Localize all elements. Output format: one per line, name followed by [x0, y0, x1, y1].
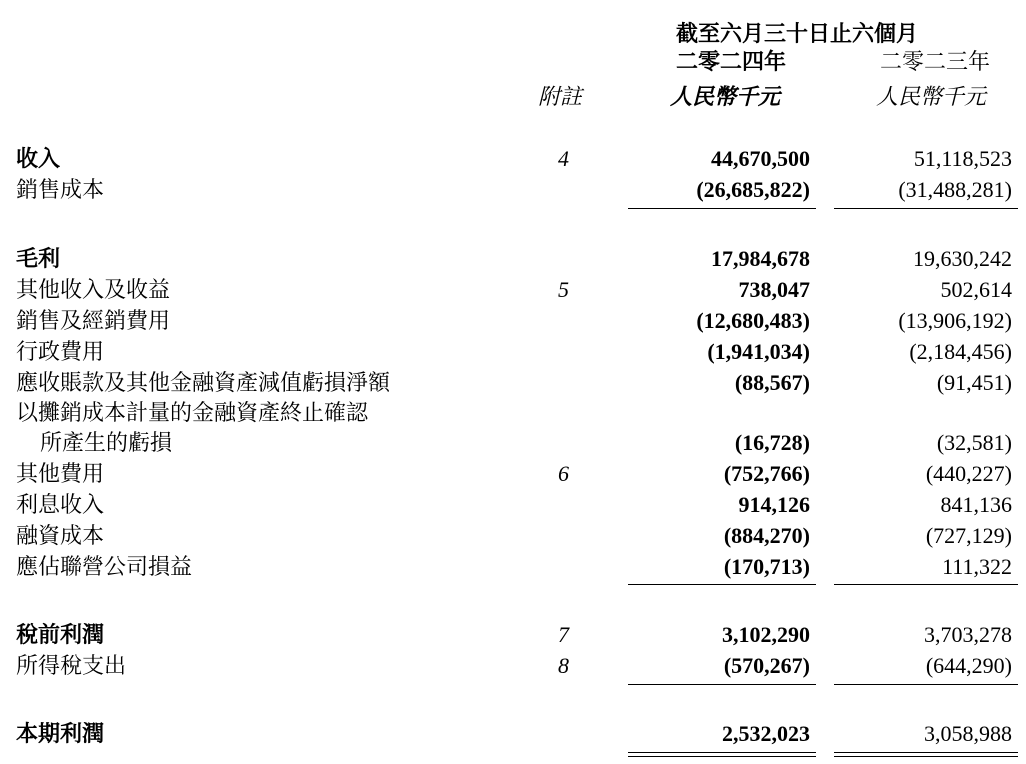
- row-current-derecognition-loss: (16,728): [734, 430, 810, 455]
- subtotal-rule-prior: [834, 584, 1018, 585]
- row-prior-other-income: 502,614: [940, 277, 1012, 302]
- row-label-impairment-losses: 應收賬款及其他金融資產減值虧損淨額: [16, 370, 391, 395]
- row-label-interest-income: 利息收入: [16, 492, 105, 517]
- total-rule-prior-2: [834, 756, 1018, 757]
- subtotal-rule-prior: [834, 684, 1018, 685]
- row-label-other-expenses: 其他費用: [16, 461, 105, 486]
- row-label-derecognition-loss: 以攤銷成本計量的金融資產終止確認: [16, 400, 369, 425]
- row-label-profit-for-period: 本期利潤: [16, 721, 105, 746]
- row-note-income-tax: 8: [558, 653, 569, 678]
- row-prior-income-tax: (644,290): [925, 653, 1012, 678]
- row-current-impairment-losses: (88,567): [734, 370, 810, 395]
- row-current-selling-expenses: (12,680,483): [696, 308, 810, 333]
- row-label-finance-costs: 融資成本: [16, 523, 105, 548]
- row-current-profit-for-period: 2,532,023: [722, 721, 810, 746]
- unit-current-heading: 人民幣千元: [670, 84, 781, 109]
- total-rule-prior-1: [834, 752, 1018, 753]
- row-current-admin-expenses: (1,941,034): [707, 339, 810, 364]
- row-current-interest-income: 914,126: [738, 492, 810, 517]
- row-prior-impairment-losses: (91,451): [936, 370, 1012, 395]
- subtotal-rule-prior: [834, 208, 1018, 209]
- row-label-admin-expenses: 行政費用: [16, 339, 105, 364]
- row-prior-admin-expenses: (2,184,456): [909, 339, 1012, 364]
- row-prior-profit-before-tax: 3,703,278: [924, 622, 1012, 647]
- row-note-other-expenses: 6: [558, 461, 569, 486]
- row-current-profit-before-tax: 3,102,290: [722, 622, 810, 647]
- year-prior-heading: 二零二三年: [880, 49, 991, 74]
- total-rule-current-1: [628, 752, 816, 753]
- row-prior-revenue: 51,118,523: [913, 146, 1012, 171]
- subtotal-rule-current: [628, 208, 816, 209]
- year-current-heading: 二零二四年: [676, 49, 787, 74]
- row-prior-profit-for-period: 3,058,988: [924, 721, 1012, 746]
- row-prior-selling-expenses: (13,906,192): [898, 308, 1012, 333]
- row-prior-cost-of-sales: (31,488,281): [898, 177, 1012, 202]
- row-current-gross-profit: 17,984,678: [711, 246, 810, 271]
- row-current-finance-costs: (884,270): [723, 523, 810, 548]
- row-label-cost-of-sales: 銷售成本: [16, 177, 105, 202]
- row-label-income-tax: 所得稅支出: [16, 653, 127, 678]
- row-label-other-income: 其他收入及收益: [16, 277, 171, 302]
- row-prior-share-of-associates: 111,322: [942, 554, 1012, 579]
- row-note-profit-before-tax: 7: [558, 622, 569, 647]
- row-current-share-of-associates: (170,713): [723, 554, 810, 579]
- row-current-other-expenses: (752,766): [723, 461, 810, 486]
- row-label-share-of-associates: 應佔聯營公司損益: [16, 554, 193, 579]
- row-prior-derecognition-loss: (32,581): [936, 430, 1012, 455]
- note-heading: 附註: [538, 84, 583, 109]
- row-prior-gross-profit: 19,630,242: [913, 246, 1012, 271]
- row-label-profit-before-tax: 稅前利潤: [16, 622, 105, 647]
- row-label-selling-expenses: 銷售及經銷費用: [16, 308, 171, 333]
- total-rule-current-2: [628, 756, 816, 757]
- row-label-revenue: 收入: [16, 146, 61, 171]
- row-prior-interest-income: 841,136: [940, 492, 1012, 517]
- subtotal-rule-current: [628, 684, 816, 685]
- subtotal-rule-current: [628, 584, 816, 585]
- unit-prior-heading: 人民幣千元: [876, 84, 987, 109]
- row-current-revenue: 44,670,500: [711, 146, 810, 171]
- period-heading: 截至六月三十日止六個月: [676, 21, 919, 46]
- row-prior-other-expenses: (440,227): [925, 461, 1012, 486]
- row-current-cost-of-sales: (26,685,822): [696, 177, 810, 202]
- row-note-revenue: 4: [558, 146, 569, 171]
- row-note-other-income: 5: [558, 277, 569, 302]
- row-label-gross-profit: 毛利: [16, 246, 61, 271]
- row-label-derecognition-loss-cont: 所產生的虧損: [40, 430, 173, 455]
- row-current-income-tax: (570,267): [723, 653, 810, 678]
- row-current-other-income: 738,047: [738, 277, 810, 302]
- row-prior-finance-costs: (727,129): [925, 523, 1012, 548]
